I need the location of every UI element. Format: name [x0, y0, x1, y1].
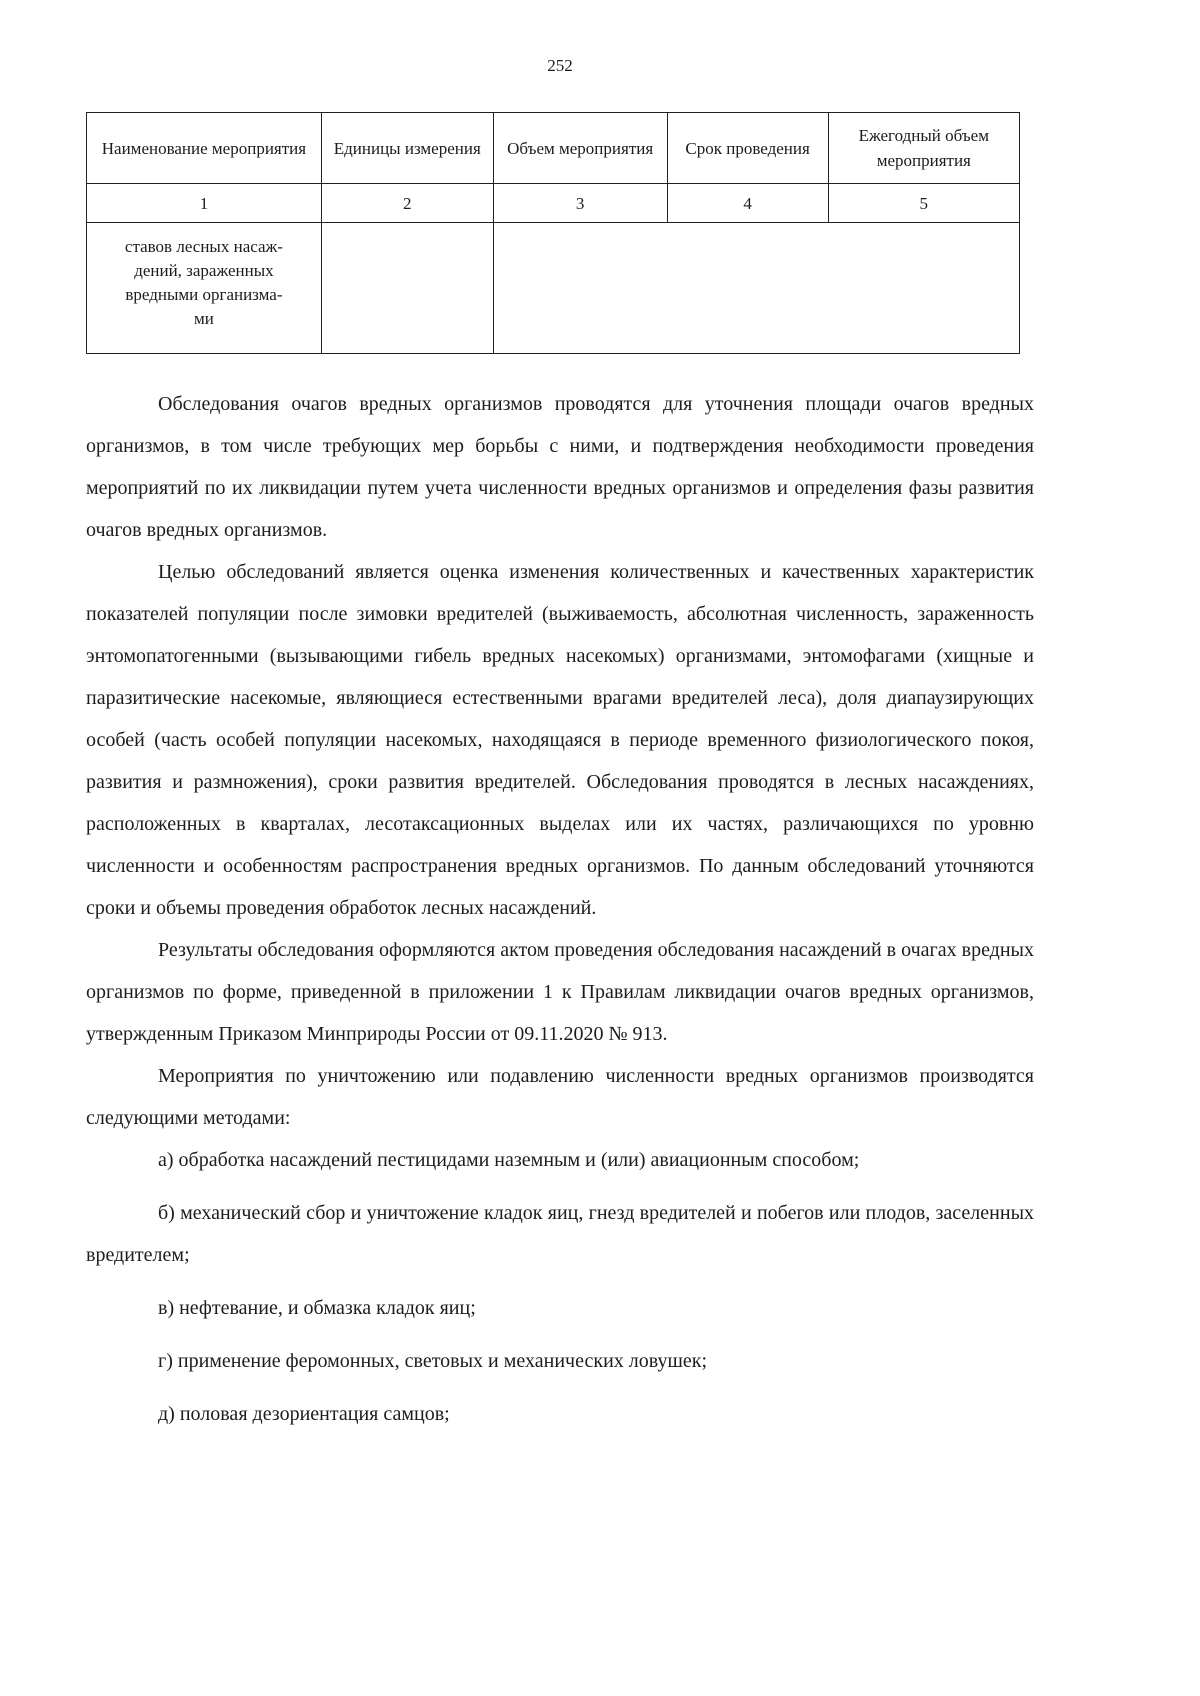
method-item: а) обработка насаждений пестицидами наземным и (или) авиационным способом; — [158, 1149, 860, 1171]
header-cell-term: Срок проведения — [667, 113, 828, 184]
paragraph: Мероприятия по уничтожению или подавлению численности вредных организмов производятся следующими методами: — [86, 1065, 1034, 1129]
column-number-cell: 2 — [321, 184, 493, 223]
table-column-number-row — [87, 184, 1020, 223]
continuation-line: вредными организма- — [125, 285, 283, 304]
page-number: 252 — [547, 56, 573, 75]
table-header-row — [87, 113, 1020, 184]
measures-table — [86, 112, 1020, 354]
continuation-line: ми — [194, 309, 214, 328]
header-cell-units: Единицы измерения — [321, 113, 493, 184]
paragraph: Обследования очагов вредных организмов проводятся для уточнения площади очагов вредных организмов, в том числе требующих мер борьбы с ними, и подтверждения необходимости проведения мероприятий по их ликвидации путем учета численности вредных организмов и определения фазы развития очагов вредных организмов. — [86, 393, 1034, 541]
empty-merged-cell — [493, 223, 1019, 354]
paragraph: Результаты обследования оформляются актом проведения обследования насаждений в очагах вредных организмов по форме, приведенной в приложении 1 к Правилам ликвидации очагов вредных организмов, утвержденным Приказом Минприроды России от 09.11.2020 № 913. — [86, 939, 1034, 1045]
column-number-cell: 4 — [667, 184, 828, 223]
method-item: г) применение феромонных, световых и механических ловушек; — [158, 1350, 708, 1372]
table-row — [87, 223, 1020, 354]
method-item: в) нефтевание, и обмазка кладок яиц; — [158, 1297, 476, 1319]
column-number-cell: 5 — [828, 184, 1019, 223]
method-item: б) механический сбор и уничтожение кладок яиц, гнезд вредителей и побегов или плодов, заселенных вредителем; — [86, 1202, 1034, 1266]
header-cell-annual-volume: Ежегодный объем мероприятия — [828, 113, 1019, 184]
continuation-line: дений, зараженных — [134, 261, 274, 280]
method-item: д) половая дезориентация самцов; — [158, 1403, 450, 1425]
empty-cell — [321, 223, 493, 354]
column-number-cell: 1 — [87, 184, 322, 223]
paragraph: Целью обследований является оценка изменения количественных и качественных характеристик показателей популяции после зимовки вредителей (выживаемость, абсолютная численность, зараженность энтомопатогенными (вызывающими гибель вредных насекомых) организмами, энтомофагами (хищные и паразитические насекомые, являющиеся естественными врагами вредителей леса), доля диапаузирующих особей (часть особей популяции насекомых, находящаяся в периоде временного физиологического покоя, развития и размножения), сроки развития вредителей. Обследования проводятся в лесных насаждениях, расположенных в кварталах, лесотаксационных выделах или их частях, различающихся по уровню численности и особенностям распространения вредных организмов. По данным обследований уточняются сроки и объемы проведения обработок лесных насаждений. — [86, 561, 1034, 919]
header-cell-volume: Объем мероприятия — [493, 113, 667, 184]
continuation-line: ставов лесных насаж- — [124, 237, 283, 256]
continuation-cell — [87, 223, 322, 354]
column-number-cell: 3 — [493, 184, 667, 223]
header-cell-name: Наименование мероприятия — [87, 113, 322, 184]
body-text — [86, 383, 1034, 1435]
